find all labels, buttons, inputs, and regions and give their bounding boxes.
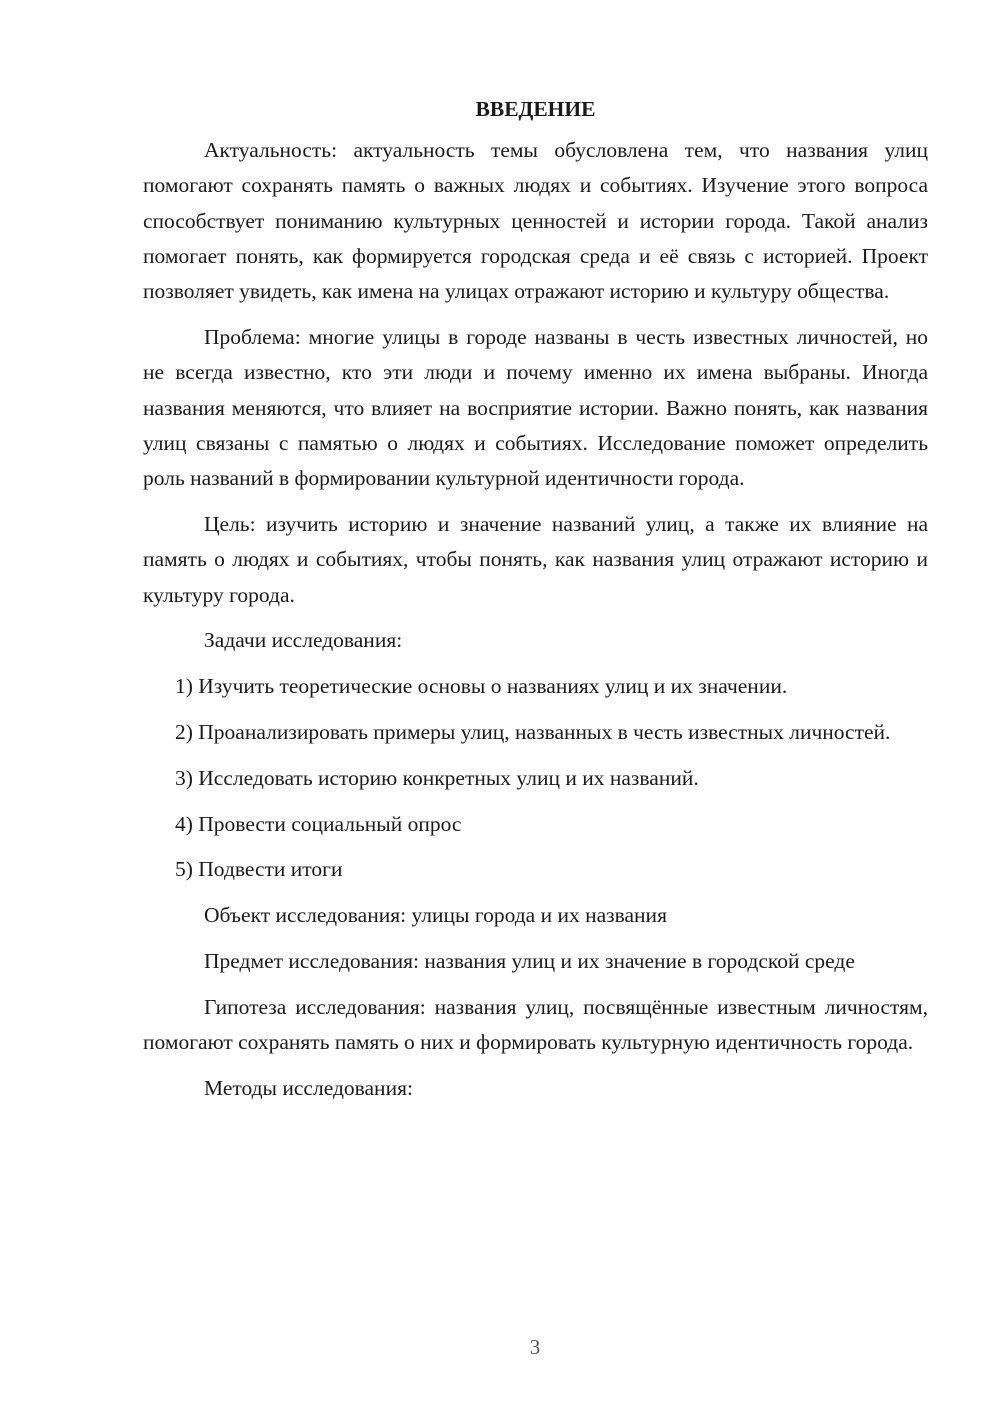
goal-paragraph: Цель: изучить историю и значение названий улиц, а также их влияние на память о людях и событиях, чтобы понять, как названия улиц отражают историю и культуру города. [143,511,928,607]
hypothesis-paragraph: Гипотеза исследования: названия улиц, посвящённые известным личностям, помогают сохранять память о них и формировать культурную идентичность города. [143,994,928,1055]
subject-paragraph: Предмет исследования: названия улиц и их значение в городской среде [204,948,855,973]
section-title: ВВЕДЕНИЕ [475,97,596,121]
task-item: 4) Провести социальный опрос [175,811,462,836]
object-paragraph: Объект исследования: улицы города и их названия [204,903,667,928]
task-item: 5) Подвести итоги [175,857,343,882]
tasks-heading: Задачи исследования: [204,628,403,653]
problem-paragraph: Проблема: многие улицы в городе названы в честь известных личностей, но не всегда известно, кто эти люди и почему именно их имена выбраны. Иногда названия меняются, что влияет на восприятие истории. Важно понять, как названия улиц связаны с памятью о людях и событиях. Исследование поможет определить роль названий в формировании культурной идентичности города. [143,324,928,491]
task-item: 2) Проанализировать примеры улиц, названных в честь известных личностей. [175,719,891,744]
page-content [143,92,928,1106]
methods-heading: Методы исследования: [204,1075,413,1100]
page-number: 3 [529,1335,541,1359]
task-item: 1) Изучить теоретические основы о названиях улиц и их значении. [175,674,788,699]
task-item: 3) Исследовать историю конкретных улиц и их названий. [175,765,699,790]
relevance-paragraph: Актуальность: актуальность темы обусловлена тем, что названия улиц помогают сохранять память о важных людях и событиях. Изучение этого вопроса способствует пониманию культурных ценностей и истории города. Такой анализ помогает понять, как формируется городская среда и её связь с историей. Проект позволяет увидеть, как имена на улицах отражают историю и культуру общества. [143,138,928,304]
